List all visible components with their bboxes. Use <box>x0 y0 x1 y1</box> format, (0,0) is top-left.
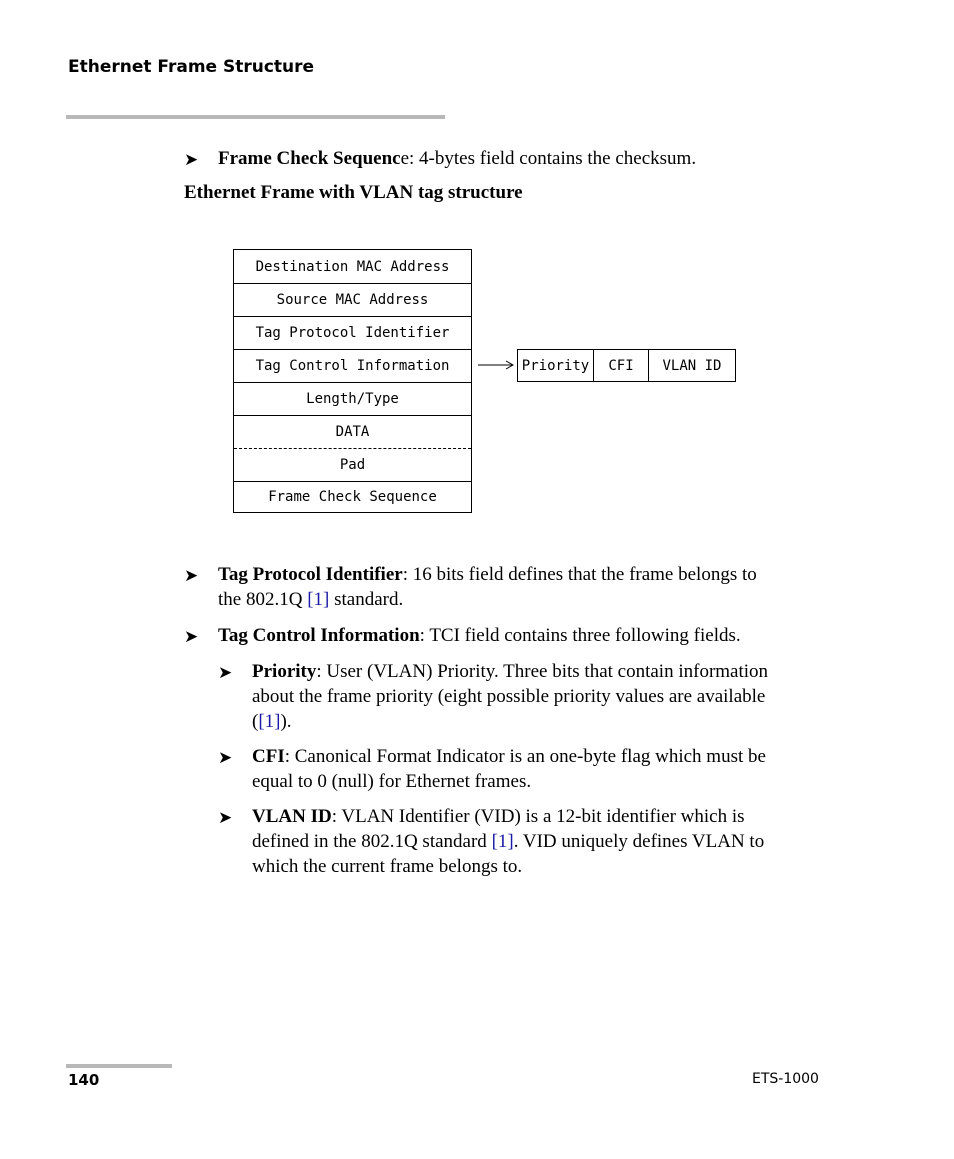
footer-rule <box>66 1064 172 1068</box>
priority-bullet-text: Priority: User (VLAN) Priority. Three bits that contain information about the frame priority (eight possible priority values are available ([1]). <box>252 661 769 732</box>
tci-field-vlan-id: VLAN ID <box>662 357 722 374</box>
bullet-arrow-icon: ➤ <box>218 748 233 767</box>
ethernet-frame-diagram <box>233 249 472 513</box>
tci-field-cfi: CFI <box>594 350 649 381</box>
frame-field-data: DATA <box>335 423 370 440</box>
frame-field-src-mac: Source MAC Address <box>276 291 429 308</box>
reference-link[interactable]: [1] <box>258 711 281 732</box>
bullet-arrow-icon: ➤ <box>218 663 233 682</box>
frame-field-tci: Tag Control Information <box>255 357 450 374</box>
page-header-title: Ethernet Frame Structure <box>68 57 315 77</box>
arrow-right-icon <box>478 358 516 372</box>
reference-link[interactable]: [1] <box>307 589 330 610</box>
bullet-arrow-icon: ➤ <box>184 150 199 169</box>
bullet-term: Frame Check Sequenc <box>218 148 401 169</box>
bullet-arrow-icon: ➤ <box>218 808 233 827</box>
vlan-id-bullet-text: VLAN ID: VLAN Identifier (VID) is a 12-bit identifier which is defined in the 802.1Q standard [1]. VID uniquely defines VLAN to which the current frame belongs to. <box>252 806 765 877</box>
cfi-bullet-text: CFI: Canonical Format Indicator is an one-byte flag which must be equal to 0 (null) for Ethernet frames. <box>252 746 766 792</box>
frame-field-tpid: Tag Protocol Identifier <box>255 324 450 341</box>
fcs-bullet-text: Frame Check Sequence: 4-bytes field contains the checksum. <box>218 148 697 169</box>
header-rule <box>66 115 445 119</box>
reference-link[interactable]: [1] <box>491 831 514 852</box>
page-number: 140 <box>68 1071 100 1089</box>
document-id: ETS-1000 <box>752 1071 819 1087</box>
tci-breakdown-diagram <box>517 349 736 382</box>
frame-field-length-type: Length/Type <box>306 390 399 407</box>
frame-field-dest-mac: Destination MAC Address <box>255 258 450 275</box>
tci-bullet-text: Tag Control Information: TCI field contains three following fields. <box>218 625 741 646</box>
section-heading: Ethernet Frame with VLAN tag structure <box>184 182 523 203</box>
bullet-arrow-icon: ➤ <box>184 566 199 585</box>
frame-field-fcs: Frame Check Sequence <box>268 488 437 505</box>
tpid-bullet-text: Tag Protocol Identifier: 16 bits field defines that the frame belongs to the 802.1Q [1] standard. <box>218 564 757 610</box>
bullet-arrow-icon: ➤ <box>184 627 199 646</box>
frame-field-pad: Pad <box>339 456 366 473</box>
tci-field-priority: Priority <box>518 350 594 381</box>
